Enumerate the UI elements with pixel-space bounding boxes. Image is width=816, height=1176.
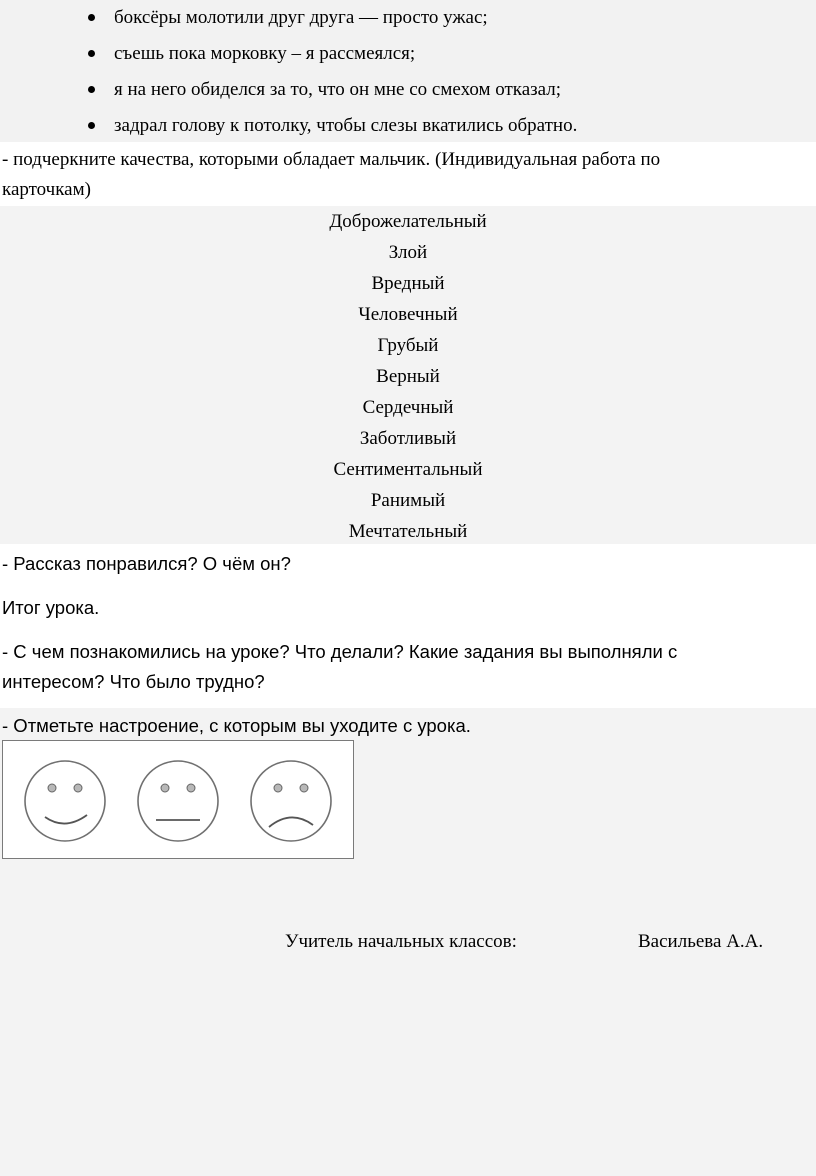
bullet-dot-icon xyxy=(88,50,95,57)
quality-word: Заботливый xyxy=(359,428,457,449)
mood-prompt-block xyxy=(0,708,816,740)
quality-word: Сердечный xyxy=(362,397,454,418)
questions-line-1: - С чем познакомились на уроке? Что делали? Какие задания вы выполняли с xyxy=(2,641,678,662)
list-item xyxy=(0,36,816,72)
questions-line-2: интересом? Что было трудно? xyxy=(2,671,265,692)
bullet-text: боксёры молотили друг друга — просто ужас; xyxy=(114,7,488,28)
happy-face-icon[interactable] xyxy=(23,759,107,843)
bullet-dot-icon xyxy=(88,14,95,21)
bullet-text: съешь пока морковку – я рассмеялся; xyxy=(114,43,416,64)
task-block xyxy=(0,142,816,206)
quality-word: Злой xyxy=(388,242,428,263)
task-line-2: карточкам) xyxy=(2,179,91,200)
quality-word: Верный xyxy=(376,366,440,387)
signature-name: Васильева А.А. xyxy=(638,931,764,952)
bullet-text: я на него обиделся за то, что он мне со смехом отказал; xyxy=(114,79,562,100)
sad-face-icon[interactable] xyxy=(249,759,333,843)
quality-word: Ранимый xyxy=(370,490,446,511)
list-item xyxy=(0,0,816,36)
quality-word: Грубый xyxy=(377,335,439,356)
bullet-text: задрал голову к потолку, чтобы слезы вкатились обратно. xyxy=(114,115,578,136)
list-item xyxy=(0,108,816,142)
bullet-dot-icon xyxy=(88,122,95,129)
quality-word: Мечтательный xyxy=(348,521,468,542)
summary-block xyxy=(0,544,816,708)
mood-faces-box xyxy=(2,740,354,859)
quality-word: Доброжелательный xyxy=(329,211,487,232)
quality-word: Вредный xyxy=(371,273,445,294)
signature-role: Учитель начальных классов: xyxy=(285,931,517,952)
qualities-list xyxy=(0,206,816,544)
question-story: - Рассказ понравился? О чём он? xyxy=(2,553,291,574)
lesson-summary-heading: Итог урока. xyxy=(2,597,100,618)
mood-prompt: - Отметьте настроение, с которым вы уходите с урока. xyxy=(2,715,471,736)
neutral-face-icon[interactable] xyxy=(136,759,220,843)
quality-word: Сентиментальный xyxy=(333,459,483,480)
quality-word: Человечный xyxy=(358,304,458,325)
bullet-dot-icon xyxy=(88,86,95,93)
task-line-1: - подчеркните качества, которыми обладает мальчик. (Индивидуальная работа по xyxy=(2,149,661,170)
list-item xyxy=(0,72,816,108)
